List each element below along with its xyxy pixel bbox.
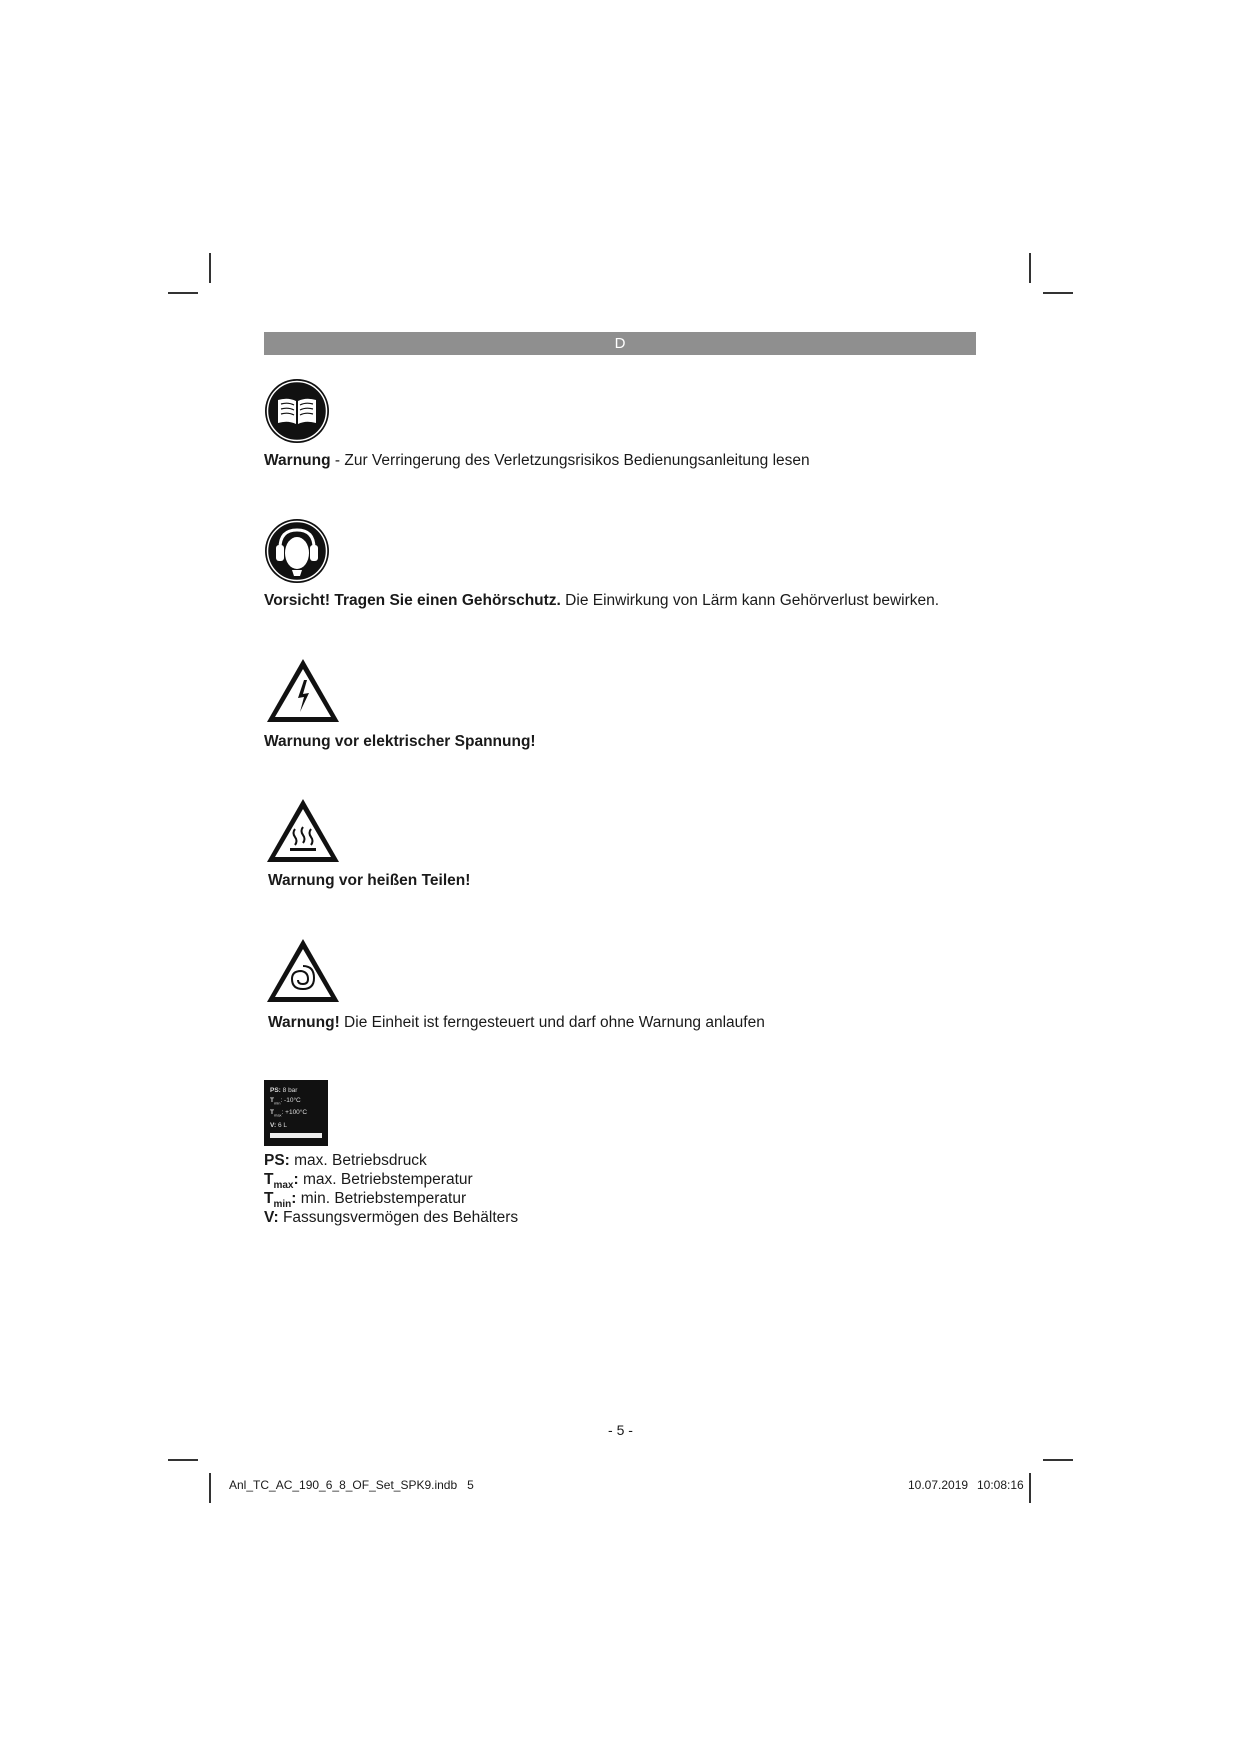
warning-text-voltage: Warnung vor elektrischer Spannung! — [264, 733, 536, 750]
crop-mark — [1029, 253, 1031, 283]
warning-text-hearing: Vorsicht! Tragen Sie einen Gehörschutz. Die Einwirkung von Lärm kann Gehörverlust bewirken. — [264, 592, 940, 609]
definition-ps: PS: max. Betriebsdruck — [264, 1152, 427, 1169]
hot-surface-icon — [264, 796, 342, 866]
crop-mark — [1029, 1473, 1031, 1503]
section-label: D — [614, 335, 626, 352]
crop-mark — [168, 292, 198, 294]
warning-text-manual: Warnung - Zur Verringerung des Verletzungsrisikos Bedienungsanleitung lesen — [264, 452, 810, 469]
footer-file: Anl_TC_AC_190_6_8_OF_Set_SPK9.indb 5 — [229, 1478, 474, 1492]
warning-text-hot: Warnung vor heißen Teilen! — [268, 872, 471, 889]
automatic-start-icon — [264, 936, 342, 1006]
rating-label-icon: PS: 8 bar $T_{min}$: -10°C $T_{max}$: +100°C V: 6 L — [264, 1080, 328, 1146]
page-number: - 5 - — [608, 1422, 633, 1438]
section-header-bar — [264, 332, 976, 355]
electric-voltage-icon — [264, 656, 342, 726]
definition-v: V: Fassungsvermögen des Behälters — [264, 1209, 519, 1226]
crop-mark — [209, 1473, 211, 1503]
definition-tmax: $T_{max}$: max. Betriebstemperatur — [264, 1171, 473, 1191]
crop-mark — [168, 1459, 198, 1461]
footer-time: 10:08:16 — [977, 1478, 1024, 1492]
crop-mark — [1043, 1459, 1073, 1461]
warning-text-auto-start: Warnung! Die Einheit ist ferngesteuert und darf ohne Warnung anlaufen — [268, 1014, 765, 1031]
definition-tmin: $T_{min}$: min. Betriebstemperatur — [264, 1190, 467, 1210]
crop-mark — [209, 253, 211, 283]
footer-date: 10.07.2019 — [908, 1478, 969, 1492]
read-manual-icon — [264, 378, 330, 444]
ear-protection-icon — [264, 518, 330, 584]
crop-mark — [1043, 292, 1073, 294]
